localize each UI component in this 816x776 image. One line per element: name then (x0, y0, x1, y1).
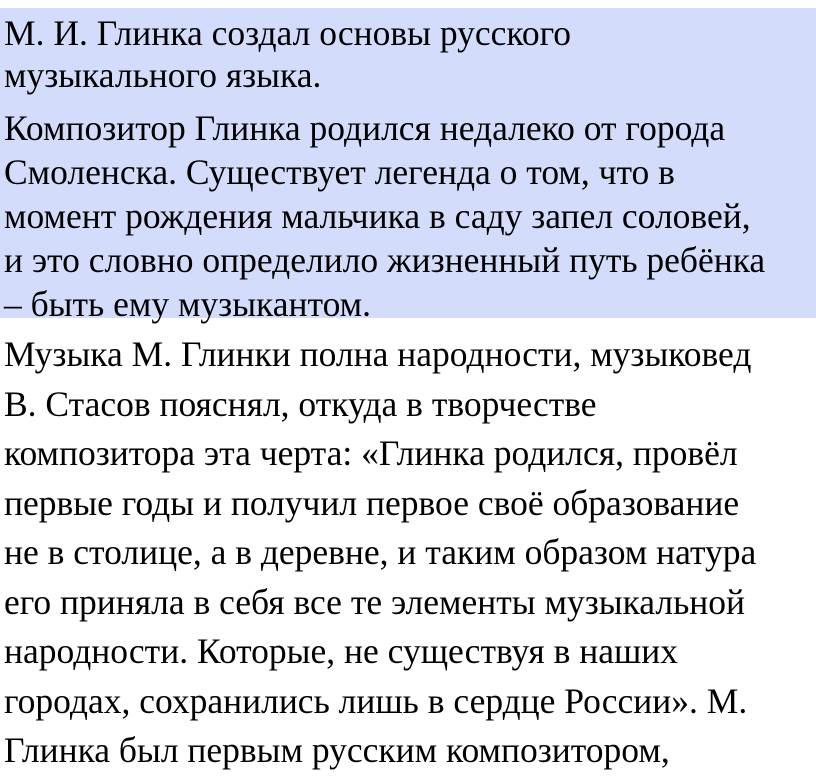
text-line: народности. Которые, не существуя в наших (4, 631, 679, 671)
paragraph-intro (4, 12, 571, 96)
paragraph-music (4, 330, 756, 776)
text-line: его приняла в себя все те элементы музыкальной (4, 581, 746, 622)
text-line: Глинка был первым русским композитором, (4, 730, 670, 770)
text-line: Композитор Глинка родился недалеко от города (4, 108, 726, 148)
text-line: В. Стасов пояснял, откуда в творчестве (4, 383, 597, 424)
text-line: Музыка М. Глинки полна народности, музыковед (4, 334, 752, 374)
text-line: и это словно определило жизненный путь ребёнка (4, 240, 766, 280)
paragraph-birth (4, 106, 765, 326)
text-line: городах, сохранились лишь в сердце России». М. (4, 680, 748, 721)
text-line: не в столице, а в деревне, и таким образом натура (4, 532, 757, 572)
text-line: композитора эта черта: «Глинка родился, провёл (4, 433, 738, 473)
text-line: музыкального языка. (4, 55, 322, 95)
text-line: Смоленска. Существует легенда о том, что в (4, 152, 675, 192)
text-line: первые годы и получил первое своё образование (4, 482, 740, 523)
text-line: – быть ему музыкантом. (4, 284, 371, 324)
text-line: момент рождения мальчика в саду запел соловей, (4, 196, 751, 236)
text-line: М. И. Глинка создал основы русского (4, 13, 572, 53)
